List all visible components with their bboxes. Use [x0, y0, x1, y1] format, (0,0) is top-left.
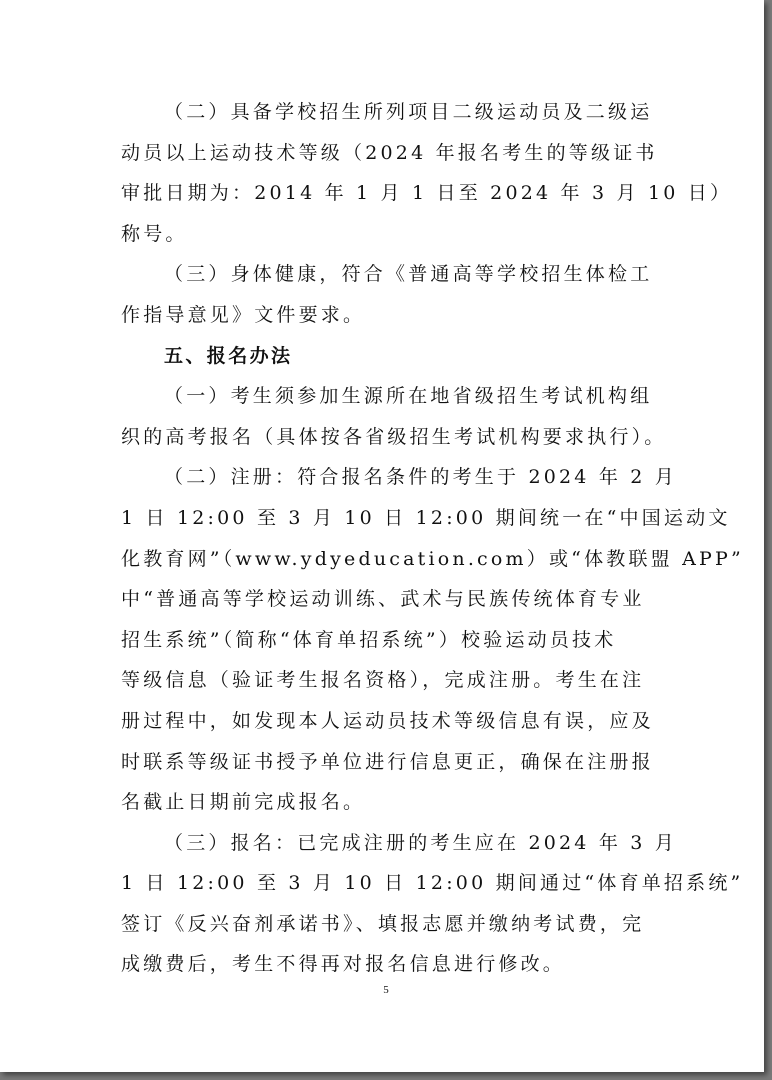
registration-paragraph-3-line-4: 成缴费后，考生不得再对报名信息进行修改。	[121, 953, 566, 976]
registration-paragraph-3-line-2: 1 日 12:00 至 3 月 10 日 12:00 期间通过“体育单招系统”	[121, 872, 744, 895]
registration-paragraph-2-line-9: 名截止日期前完成报名。	[121, 791, 366, 814]
registration-paragraph-1-line-1: （一）考生须参加生源所在地省级招生考试机构组	[164, 385, 653, 408]
paragraph-3-line-1: （三）身体健康，符合《普通高等学校招生体检工	[164, 263, 653, 286]
registration-paragraph-2-line-8: 时联系等级证书授予单位进行信息更正，确保在注册报	[121, 750, 654, 773]
registration-paragraph-2-line-7: 册过程中，如发现本人运动员技术等级信息有误，应及	[121, 709, 654, 732]
section-heading: 五、报名办法	[164, 344, 293, 367]
document-body	[121, 92, 744, 985]
paragraph-3-line-2: 作指导意见》文件要求。	[121, 303, 366, 326]
registration-paragraph-2-line-4: 中“普通高等学校运动训练、武术与民族传统体育专业	[121, 588, 645, 611]
registration-paragraph-2-line-3: 化教育网”（www.ydyeducation.com）或“体教联盟 APP”	[121, 547, 744, 570]
page-number: 5	[383, 984, 389, 996]
registration-paragraph-2-line-2: 1 日 12:00 至 3 月 10 日 12:00 期间统一在“中国运动文	[121, 506, 731, 529]
registration-paragraph-3-line-3: 签订《反兴奋剂承诺书》、填报志愿并缴纳考试费，完	[121, 912, 645, 935]
paragraph-2-line-2: 动员以上运动技术等级（2024 年报名考生的等级证书	[121, 141, 658, 164]
registration-paragraph-1-line-2: 织的高考报名（具体按各省级招生考试机构要求执行）。	[121, 425, 667, 448]
paragraph-2-line-1: （二）具备学校招生所列项目二级运动员及二级运	[164, 101, 653, 123]
registration-paragraph-3-line-1: （三）报名：已完成注册的考生应在 2024 年 3 月	[164, 831, 678, 854]
registration-paragraph-2-line-5: 招生系统”（简称“体育单招系统”）校验运动员技术	[121, 628, 617, 651]
paragraph-2-line-4: 称号。	[121, 222, 188, 245]
registration-paragraph-2-line-6: 等级信息（验证考生报名资格），完成注册。考生在注	[121, 669, 645, 692]
registration-paragraph-2-line-1: （二）注册：符合报名条件的考生于 2024 年 2 月	[164, 466, 678, 489]
paragraph-2-line-3: 审批日期为：2014 年 1 月 1 日至 2024 年 3 月 10 日）	[121, 182, 733, 205]
